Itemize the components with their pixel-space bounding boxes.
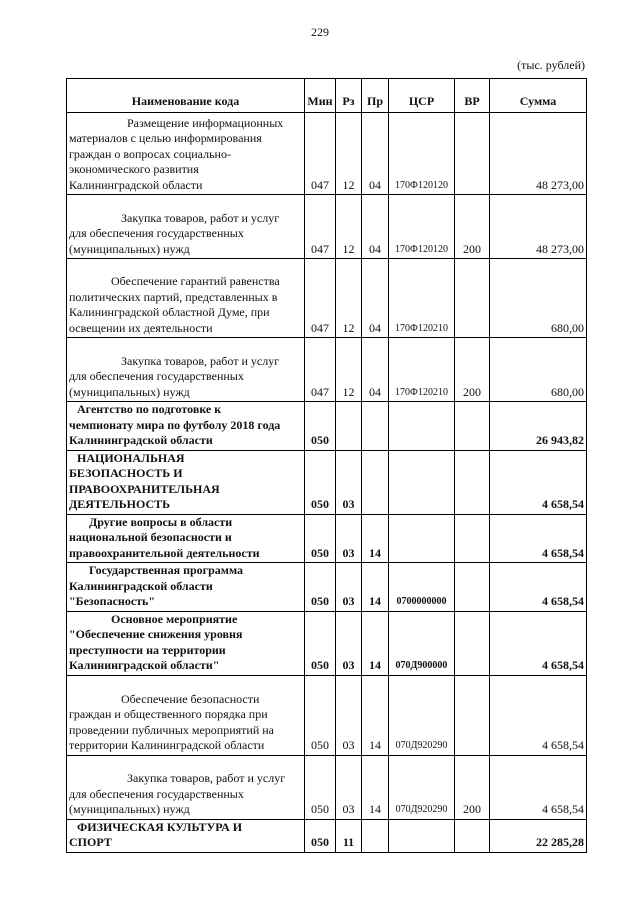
row-rz: 12 <box>336 113 362 195</box>
row-name-line: Обеспечение гарантий равенства <box>111 274 280 288</box>
row-min: 050 <box>305 514 336 563</box>
row-name-line: Калининградской областной Думе, при <box>69 305 270 319</box>
row-name-line: Калининградской области <box>69 433 213 447</box>
row-name-line: "Безопасность" <box>69 594 156 608</box>
row-csr <box>389 402 455 451</box>
row-name-line: Калининградской области <box>69 578 213 593</box>
header-min: Мин <box>305 79 336 113</box>
row-name-line: СПОРТ <box>69 835 112 849</box>
row-vr: 200 <box>455 195 490 259</box>
row-rz: 11 <box>336 819 362 852</box>
row-sum: 4 658,54 <box>490 611 587 675</box>
row-name-line: Агентство по подготовке к <box>77 402 222 416</box>
header-rz: Рз <box>336 79 362 113</box>
row-pr <box>362 402 389 451</box>
row-name-line: территории Калининградской области <box>69 738 265 752</box>
row-sum: 22 285,28 <box>490 819 587 852</box>
row-name-line: для обеспечения государственных <box>69 226 244 240</box>
row-name-line: ФИЗИЧЕСКАЯ КУЛЬТУРА И <box>77 819 243 834</box>
row-name-line: для обеспечения государственных <box>69 786 244 801</box>
row-rz: 03 <box>336 514 362 563</box>
row-name-line: политических партий, представленных в <box>69 289 278 304</box>
row-vr <box>455 514 490 563</box>
row-pr: 14 <box>362 755 389 819</box>
row-sum: 4 658,54 <box>490 563 587 612</box>
row-name-line: для обеспечения государственных <box>69 369 244 383</box>
row-min: 050 <box>305 402 336 451</box>
row-rz: 03 <box>336 611 362 675</box>
row-name-line: материалов с целью информирования <box>69 131 262 145</box>
row-name <box>67 611 305 675</box>
row-csr: 170Ф120210 <box>389 259 455 338</box>
header-sum: Сумма <box>490 79 587 113</box>
row-rz: 03 <box>336 563 362 612</box>
row-vr <box>455 819 490 852</box>
row-pr: 04 <box>362 113 389 195</box>
table-row <box>67 755 587 819</box>
row-name-line: (муниципальных) нужд <box>69 802 190 816</box>
row-min: 047 <box>305 338 336 402</box>
row-name <box>67 450 305 514</box>
row-name-line: Другие вопросы в области <box>89 514 233 529</box>
row-sum: 48 273,00 <box>490 195 587 259</box>
row-name <box>67 402 305 451</box>
row-vr <box>455 259 490 338</box>
row-min: 050 <box>305 755 336 819</box>
row-vr <box>455 675 490 755</box>
row-name <box>67 675 305 755</box>
row-name-line: проведении публичных мероприятий на <box>69 722 275 737</box>
row-csr: 070Д920290 <box>389 675 455 755</box>
row-min: 050 <box>305 611 336 675</box>
row-rz <box>336 402 362 451</box>
row-name-line: Калининградской области" <box>69 658 220 672</box>
row-name <box>67 755 305 819</box>
table-row <box>67 514 587 563</box>
row-name <box>67 563 305 612</box>
row-name-line: НАЦИОНАЛЬНАЯ <box>77 450 185 465</box>
row-name-line: граждан и общественного порядка при <box>69 707 268 721</box>
row-name-line: чемпионату мира по футболу 2018 года <box>69 417 281 432</box>
row-sum: 680,00 <box>490 338 587 402</box>
row-min: 050 <box>305 450 336 514</box>
row-name <box>67 338 305 402</box>
row-name-line: Обеспечение безопасности <box>121 691 260 706</box>
header-pr: Пр <box>362 79 389 113</box>
table-row <box>67 195 587 259</box>
row-rz: 12 <box>336 259 362 338</box>
row-pr: 04 <box>362 259 389 338</box>
row-name-line: Закупка товаров, работ и услуг <box>121 210 280 225</box>
row-csr: 0700000000 <box>389 563 455 612</box>
row-sum: 26 943,82 <box>490 402 587 451</box>
row-rz: 03 <box>336 755 362 819</box>
row-min: 047 <box>305 195 336 259</box>
row-name-line: Размещение информационных <box>127 115 284 130</box>
row-csr: 170Ф120120 <box>389 195 455 259</box>
row-csr: 170Ф120210 <box>389 338 455 402</box>
row-name-line: Калининградской области <box>69 177 203 192</box>
row-pr <box>362 450 389 514</box>
table-row <box>67 563 587 612</box>
row-name-line: (муниципальных) нужд <box>69 384 190 399</box>
row-name <box>67 259 305 338</box>
row-sum: 4 658,54 <box>490 514 587 563</box>
table-row <box>67 675 587 755</box>
row-name-line: "Обеспечение снижения уровня <box>69 627 243 641</box>
row-name-line: граждан о вопросах социально- <box>69 146 231 161</box>
row-pr: 14 <box>362 514 389 563</box>
header-vr: ВР <box>455 79 490 113</box>
row-rz: 03 <box>336 450 362 514</box>
row-name <box>67 195 305 259</box>
budget-table <box>66 78 587 853</box>
row-pr <box>362 819 389 852</box>
units-label: (тыс. рублей) <box>517 58 585 72</box>
header-name: Наименование кода <box>67 79 305 113</box>
row-name-line: ДЕЯТЕЛЬНОСТЬ <box>69 497 171 511</box>
row-name-line: экономического развития <box>69 162 199 176</box>
table-row <box>67 338 587 402</box>
row-name-line: Основное мероприятие <box>111 611 238 626</box>
row-name-line: БЕЗОПАСНОСТЬ И <box>69 466 183 480</box>
row-vr <box>455 113 490 195</box>
row-vr <box>455 611 490 675</box>
row-name-line: Закупка товаров, работ и услуг <box>127 771 286 785</box>
row-min: 047 <box>305 113 336 195</box>
row-name-line: национальной безопасности и <box>69 530 232 544</box>
row-rz: 12 <box>336 338 362 402</box>
table-row <box>67 450 587 514</box>
row-name <box>67 113 305 195</box>
row-name-line: правоохранительной деятельности <box>69 545 260 560</box>
row-sum: 4 658,54 <box>490 755 587 819</box>
row-name-line: ПРАВООХРАНИТЕЛЬНАЯ <box>69 481 220 496</box>
row-vr: 200 <box>455 755 490 819</box>
page-number: 229 <box>311 25 329 39</box>
row-pr: 14 <box>362 611 389 675</box>
row-csr: 070Д920290 <box>389 755 455 819</box>
row-rz: 12 <box>336 195 362 259</box>
row-sum: 680,00 <box>490 259 587 338</box>
table-row <box>67 819 587 852</box>
row-min: 050 <box>305 675 336 755</box>
row-vr: 200 <box>455 338 490 402</box>
row-name-line: Государственная программа <box>89 563 244 577</box>
header-csr: ЦСР <box>389 79 455 113</box>
table-row <box>67 402 587 451</box>
row-vr <box>455 563 490 612</box>
row-pr: 04 <box>362 195 389 259</box>
row-min: 047 <box>305 259 336 338</box>
table-row <box>67 259 587 338</box>
row-sum: 4 658,54 <box>490 450 587 514</box>
row-csr: 170Ф120120 <box>389 113 455 195</box>
table-header-row <box>67 79 587 113</box>
table-row <box>67 113 587 195</box>
row-min: 050 <box>305 819 336 852</box>
row-pr: 04 <box>362 338 389 402</box>
row-name <box>67 819 305 852</box>
row-csr <box>389 450 455 514</box>
row-name-line: освещении их деятельности <box>69 320 213 335</box>
row-sum: 48 273,00 <box>490 113 587 195</box>
row-name-line: Закупка товаров, работ и услуг <box>121 353 280 368</box>
row-name <box>67 514 305 563</box>
row-min: 050 <box>305 563 336 612</box>
row-name-line: (муниципальных) нужд <box>69 241 190 256</box>
row-sum: 4 658,54 <box>490 675 587 755</box>
row-pr: 14 <box>362 563 389 612</box>
row-csr <box>389 514 455 563</box>
row-rz: 03 <box>336 675 362 755</box>
row-csr: 070Д900000 <box>389 611 455 675</box>
row-csr <box>389 819 455 852</box>
row-pr: 14 <box>362 675 389 755</box>
row-vr <box>455 450 490 514</box>
row-name-line: преступности на территории <box>69 642 226 657</box>
row-vr <box>455 402 490 451</box>
table-row <box>67 611 587 675</box>
